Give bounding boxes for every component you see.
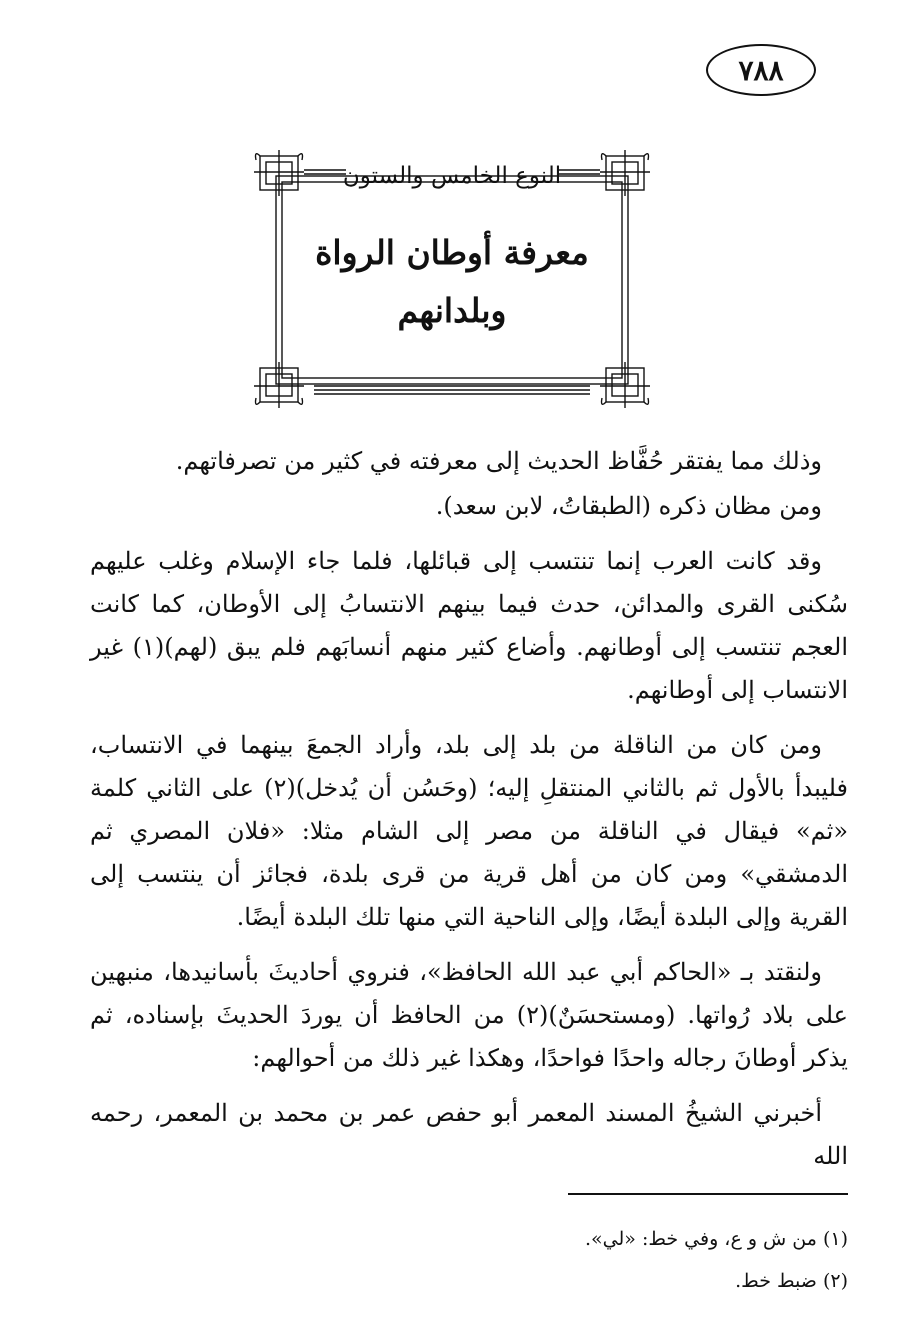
chapter-title-frame <box>254 150 650 408</box>
body-text <box>90 440 848 1190</box>
footnote: (١) من ش و ع، وفي خط: «لي». <box>585 1228 848 1250</box>
paragraph: ومن مظان ذكره (الطبقاتُ، لابن سعد). <box>435 492 822 520</box>
paragraph: ولنقتد بـ «الحاكم أبي عبد الله الحافظ»، فنروي أحاديثَ بأسانيدها، منبهين على بلاد رُواتها. (ومستحسَنٌ)(٢) من الحافظ أن يوردَ الحديثَ بإسناده، ثم يذكر أوطانَ رجاله واحدًا فواحدًا، وهكذا غير ذلك من أحوالهم: <box>90 958 848 1072</box>
paragraph: وقد كانت العرب إنما تنتسب إلى قبائلها، فلما جاء الإسلام وغلب عليهم سُكنى القرى والمدائن، حدث فيما بينهم الانتسابُ إلى الأوطان، كما كانت العجم تنتسب إلى أوطانهم. وأضاع كثير منهم أنسابَهم فلم يبق (لهم)(١) غير الانتساب إلى أوطانهم. <box>90 547 848 704</box>
paragraph: ومن كان من الناقلة من بلد إلى بلد، وأراد الجمعَ بينهما في الانتساب، فليبدأ بالأول ثم بالثاني المنتقلِ إليه؛ (وحَسُن أن يُدخل)(٢) على الثاني كلمة «ثم» فيقال في الناقلة من مصر إلى الشام مثلا: «فلان المصري ثم الدمشقي» ومن كان من أهل قرية من قرى بلدة، فجائز أن ينتسب إلى القرية وإلى البلدة أيضًا، وإلى الناحية التي منها تلك البلدة أيضًا. <box>90 731 848 931</box>
page-number <box>706 44 816 96</box>
chapter-title-line-1: معرفة أوطان الرواة <box>315 233 589 272</box>
chapter-label: النوع الخامس والستون <box>342 163 562 189</box>
footnote: (٢) ضبط خط. <box>735 1270 848 1292</box>
chapter-title-line-2: وبلدانهم <box>397 291 507 330</box>
chapter-title <box>284 224 620 340</box>
footnotes <box>300 1218 848 1302</box>
paragraph: أخبرني الشيخُ المسند المعمر أبو حفص عمر بن محمد بن المعمر، رحمه الله <box>90 1099 848 1170</box>
paragraph: وذلك مما يفتقر حُفَّاظ الحديث إلى معرفته في كثير من تصرفاتهم. <box>175 447 822 475</box>
footnote-divider <box>568 1193 848 1195</box>
page-number-text: ٧٨٨ <box>738 53 784 87</box>
